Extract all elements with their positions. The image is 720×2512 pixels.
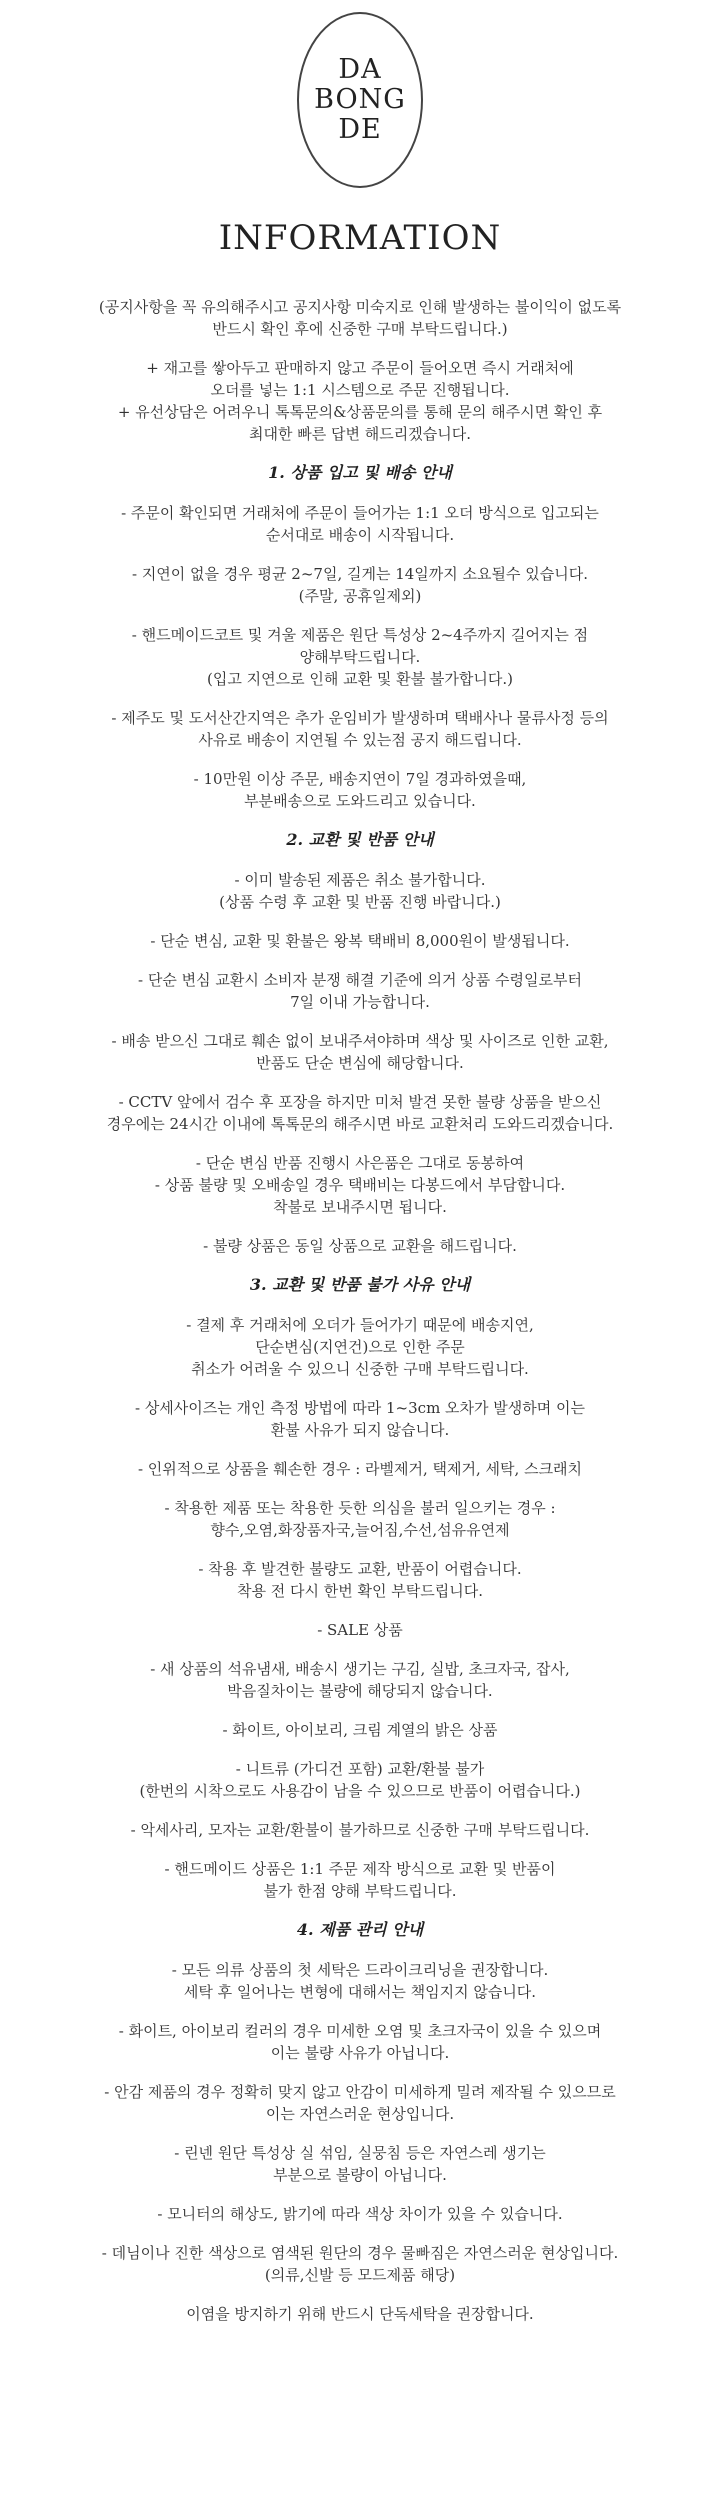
text-line: - 단순 변심 반품 진행시 사은품은 그대로 동봉하여	[195, 1154, 525, 1172]
text-line: + 재고를 쌓아두고 판매하지 않고 주문이 들어오면 즉시 거래처에	[146, 359, 574, 377]
notice-item	[40, 1959, 680, 2003]
text-line: - 데님이나 진한 색상으로 염색된 원단의 경우 물빠짐은 자연스러운 현상입니다.	[101, 2244, 619, 2262]
section-title: 1. 상품 입고 및 배송 안내	[268, 463, 452, 482]
text-line: 착불로 보내주시면 됩니다.	[273, 1198, 447, 1216]
text-line: 양해부탁드립니다.	[299, 648, 421, 666]
text-line: 이는 자연스러운 현상입니다.	[265, 2105, 455, 2123]
text-line: - 단순 변심, 교환 및 환불은 왕복 택배비 8,000원이 발생됩니다.	[150, 932, 570, 950]
notice-item	[40, 1558, 680, 1602]
text-line: - 10만원 이상 주문, 배송지연이 7일 경과하였을때,	[193, 770, 527, 788]
notice-item	[40, 1858, 680, 1902]
page-title: INFORMATION	[218, 218, 502, 258]
text-line: - 상세사이즈는 개인 측정 방법에 따라 1~3cm 오차가 발생하며 이는	[134, 1399, 586, 1417]
brand-logo	[297, 12, 423, 188]
text-line: (상품 수령 후 교환 및 반품 진행 바랍니다.)	[219, 893, 501, 911]
text-line: - 불량 상품은 동일 상품으로 교환을 해드립니다.	[203, 1237, 517, 1255]
notice-item	[40, 2081, 680, 2125]
intro-block	[40, 357, 680, 445]
text-line: - 린넨 원단 특성상 실 섞임, 실뭉침 등은 자연스레 생기는	[174, 2144, 546, 2162]
text-line: 불가 한점 양해 부탁드립니다.	[263, 1882, 457, 1900]
text-line: - 제주도 및 도서산간지역은 추가 운임비가 발생하며 택배사나 물류사정 등의	[111, 709, 609, 727]
text-line: - 착용한 제품 또는 착용한 듯한 의심을 불러 일으키는 경우 :	[164, 1499, 556, 1517]
text-line: - 모니터의 해상도, 밝기에 따라 색상 차이가 있을 수 있습니다.	[157, 2205, 563, 2223]
notice-item	[40, 869, 680, 913]
text-line: (한번의 시착으로도 사용감이 남을 수 있으므로 반품이 어렵습니다.)	[139, 1782, 581, 1800]
text-line: 순서대로 배송이 시작됩니다.	[265, 526, 455, 544]
text-line: 이염을 방지하기 위해 반드시 단독세탁을 권장합니다.	[186, 2305, 534, 2323]
text-line: 7일 이내 가능합니다.	[290, 993, 430, 1011]
notice-item	[40, 2203, 680, 2225]
text-line: (입고 지연으로 인해 교환 및 환불 불가합니다.)	[207, 670, 513, 688]
text-line: 향수,오염,화장품자국,늘어짐,수선,섬유유연제	[210, 1521, 510, 1539]
notice-item	[40, 502, 680, 546]
text-line: - 이미 발송된 제품은 취소 불가합니다.	[234, 871, 486, 889]
text-line: (의류,신발 등 모드제품 해당)	[264, 2266, 456, 2284]
text-line: 이는 불량 사유가 아닙니다.	[270, 2044, 450, 2062]
text-line: - 핸드메이드코트 및 겨울 제품은 원단 특성상 2~4주까지 길어지는 점	[131, 626, 589, 644]
notice-item	[40, 1314, 680, 1380]
text-line: 박음질차이는 불량에 해당되지 않습니다.	[227, 1682, 493, 1700]
text-line: 반품도 단순 변심에 해당합니다.	[256, 1054, 464, 1072]
text-line: 취소가 어려울 수 있으니 신중한 구매 부탁드립니다.	[191, 1360, 529, 1378]
notice-item	[40, 930, 680, 952]
notice-item	[40, 563, 680, 607]
notice-item	[40, 1091, 680, 1135]
notice-item	[40, 1719, 680, 1741]
text-line: - 화이트, 아이보리, 크림 계열의 밝은 상품	[222, 1721, 498, 1739]
text-line: + 유선상담은 어려우니 톡톡문의&상품문의를 통해 문의 해주시면 확인 후	[117, 403, 603, 421]
logo-line: DE	[338, 114, 382, 145]
notice-item	[40, 624, 680, 690]
text-line: - 새 상품의 석유냄새, 배송시 생기는 구김, 실밥, 초크자국, 잡사,	[150, 1660, 570, 1678]
notice-item	[40, 1235, 680, 1257]
section-title: 4. 제품 관리 안내	[296, 1920, 424, 1939]
notice-item	[40, 707, 680, 751]
text-line: - 악세사리, 모자는 교환/환불이 불가하므로 신중한 구매 부탁드립니다.	[130, 1821, 590, 1839]
notice-item	[40, 2242, 680, 2286]
notice-content	[40, 296, 680, 2342]
text-line: - 모든 의류 상품의 첫 세탁은 드라이크리닝을 권장합니다.	[171, 1961, 549, 1979]
notice-item	[40, 1619, 680, 1641]
notice-item	[40, 1819, 680, 1841]
logo-line: BONG	[314, 84, 406, 115]
text-line: - 상품 불량 및 오배송일 경우 택배비는 다봉드에서 부담합니다.	[154, 1176, 566, 1194]
logo-container	[0, 12, 720, 188]
notice-item	[40, 1758, 680, 1802]
text-line: - 지연이 없을 경우 평균 2~7일, 길게는 14일까지 소요될수 있습니다.	[131, 565, 589, 583]
text-line: 최대한 빠른 답변 해드리겠습니다.	[249, 425, 471, 443]
notice-item	[40, 1397, 680, 1441]
text-line: 경우에는 24시간 이내에 톡톡문의 해주시면 바로 교환처리 도와드리겠습니다.	[106, 1115, 614, 1133]
text-line: (주말, 공휴일제외)	[298, 587, 422, 605]
text-line: - 배송 받으신 그대로 훼손 없이 보내주셔야하며 색상 및 사이즈로 인한 교환,	[111, 1032, 609, 1050]
intro-block	[40, 296, 680, 340]
notice-item	[40, 1497, 680, 1541]
notice-item	[40, 1152, 680, 1218]
text-line: 세탁 후 일어나는 변형에 대해서는 책임지지 않습니다.	[183, 1983, 537, 2001]
text-line: 오더를 넣는 1:1 시스템으로 주문 진행됩니다.	[210, 381, 510, 399]
notice-item	[40, 768, 680, 812]
text-line: - 단순 변심 교환시 소비자 분쟁 해결 기준에 의거 상품 수령일로부터	[138, 971, 582, 989]
text-line: - 핸드메이드 상품은 1:1 주문 제작 방식으로 교환 및 반품이	[164, 1860, 556, 1878]
text-line: 사유로 배송이 지연될 수 있는점 공지 해드립니다.	[198, 731, 522, 749]
text-line: - 결제 후 거래처에 오더가 들어가기 때문에 배송지연,	[186, 1316, 534, 1334]
text-line: (공지사항을 꼭 유의해주시고 공지사항 미숙지로 인해 발생하는 불이익이 없도록	[98, 298, 622, 316]
logo-line: DA	[338, 54, 382, 85]
text-line: 부분배송으로 도와드리고 있습니다.	[244, 792, 476, 810]
text-line: - 니트류 (가디건 포함) 교환/환불 불가	[235, 1760, 485, 1778]
text-line: - 주문이 확인되면 거래처에 주문이 들어가는 1:1 오더 방식으로 입고되는	[121, 504, 599, 522]
text-line: - 착용 후 발견한 불량도 교환, 반품이 어렵습니다.	[198, 1560, 522, 1578]
notice-item	[40, 2303, 680, 2325]
text-line: - SALE 상품	[317, 1621, 403, 1639]
text-line: - CCTV 앞에서 검수 후 포장을 하지만 미처 발견 못한 불량 상품을 받으신	[118, 1093, 602, 1111]
notice-item	[40, 969, 680, 1013]
notice-item	[40, 1658, 680, 1702]
notice-item	[40, 2020, 680, 2064]
text-line: - 안감 제품의 경우 정확히 맞지 않고 안감이 미세하게 밀려 제작될 수 있으므로	[104, 2083, 616, 2101]
notice-item	[40, 1030, 680, 1074]
notice-item	[40, 1458, 680, 1480]
text-line: 부분으로 불량이 아닙니다.	[273, 2166, 447, 2184]
text-line: 환불 사유가 되지 않습니다.	[270, 1421, 450, 1439]
text-line: 단순변심(지연건)으로 인한 주문	[255, 1338, 465, 1356]
text-line: 착용 전 다시 한번 확인 부탁드립니다.	[237, 1582, 483, 1600]
notice-item	[40, 2142, 680, 2186]
text-line: 반드시 확인 후에 신중한 구매 부탁드립니다.)	[212, 320, 508, 338]
text-line: - 화이트, 아이보리 컬러의 경우 미세한 오염 및 초크자국이 있을 수 있으며	[118, 2022, 602, 2040]
section-title: 3. 교환 및 반품 불가 사유 안내	[249, 1275, 471, 1294]
text-line: - 인위적으로 상품을 훼손한 경우 : 라벨제거, 택제거, 세탁, 스크래치	[137, 1460, 583, 1478]
section-title: 2. 교환 및 반품 안내	[286, 830, 434, 849]
